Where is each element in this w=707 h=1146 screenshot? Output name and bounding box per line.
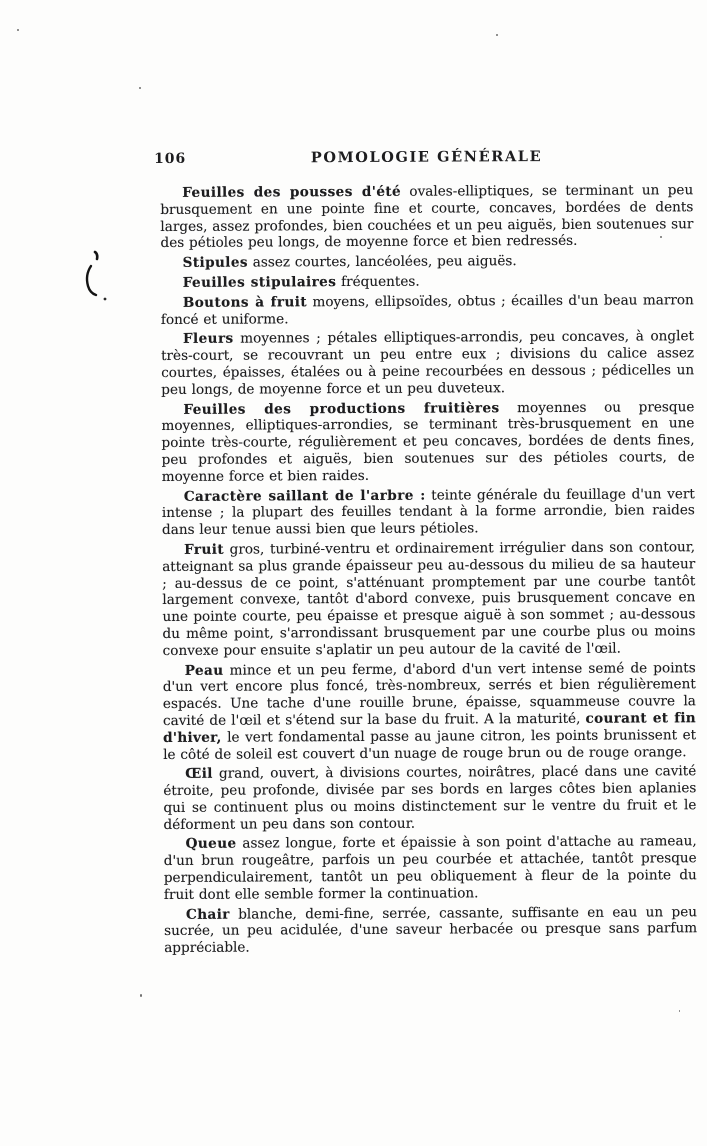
term-caractere-saillant-de-larbre: Caractère saillant de l'arbre : xyxy=(183,487,426,505)
paragraph-text: mince et un peu ferme, d'abord d'un vert intense semé de points d'un vert encore plus foncé, très-nombreux, serrés et bien régulièrement espacés. Une tache d'une rouille brune, épaisse, squammeuse couvre la cavité de l'œil et s'étend sur la base du fruit. A la maturité, xyxy=(162,659,696,729)
paragraph-text: teinte générale du feuillage d'un vert intense ; la plupart des feuilles tendant à la forme arrondie, bien raides dans leur tenue aussi bien que leurs pétioles. xyxy=(161,485,695,539)
paragraph-peau xyxy=(163,660,697,764)
dust-speck xyxy=(140,994,142,997)
term-chair: Chair xyxy=(185,906,230,923)
paragraph-text: ovales-elliptiques, se terminant un peu brusquement en une pointe fine et courte, concaves, bordées de dents larges, assez profondes, bien couchées et un peu aiguës, bien soutenues sur des pétioles peu longs, de moyenne force et bien redressés. xyxy=(160,182,694,252)
dust-speck xyxy=(496,34,498,36)
term-feuilles-des-pousses-dete: Feuilles des pousses d'été xyxy=(182,183,402,201)
dust-speck xyxy=(139,87,141,89)
paragraph-feuilles-des-pousses-dete xyxy=(160,182,693,252)
paragraph-text: moyens, ellipsoïdes, obtus ; écailles d'un beau marron foncé et uniforme. xyxy=(160,291,694,328)
paragraph-queue xyxy=(164,834,697,904)
term-fruit: Fruit xyxy=(184,541,225,558)
dust-speck xyxy=(679,1010,680,1012)
running-title: POMOLOGIE GÉNÉRALE xyxy=(310,147,543,167)
term-stipules: Stipules xyxy=(182,254,248,272)
paragraph-fleurs xyxy=(161,329,694,399)
term-queue: Queue xyxy=(185,836,237,853)
paragraph-chair xyxy=(164,904,697,957)
term-feuilles-des-productions-fruitieres: Feuilles des productions fruitières xyxy=(183,399,500,418)
paragraph-text: blanche, demi-fine, serrée, cassante, suffisante en eau un peu sucrée, un peu acidulée, d'une saveur herbacée ou presque sans parfum appréciable. xyxy=(164,903,698,957)
term-courant-et-fin-dhiver: courant et fin d'hiver, xyxy=(163,710,697,746)
paragraph-text: moyennes ; pétales elliptiques-arrondis, peu concaves, à onglet très-court, se recouvrant un peu entre eux ; divisions du calice assez courtes, épaisses, étalées ou à peine recourbées en dessous ; pédicelles un peu longs, de moyenne force et un peu duveteux. xyxy=(161,328,695,398)
paragraph-boutons-a-fruit xyxy=(161,292,694,328)
body-text xyxy=(160,182,697,957)
paragraph-oeil xyxy=(163,763,696,833)
term-oeil: Œil xyxy=(185,766,213,783)
margin-ink-mark xyxy=(74,246,118,310)
paragraph-stipules xyxy=(161,252,694,272)
page-number: 106 xyxy=(154,150,187,168)
text-column xyxy=(154,147,698,960)
paragraph-text: assez courtes, lancéolées, peu aiguës. xyxy=(247,253,517,271)
term-peau: Peau xyxy=(184,662,224,679)
paragraph-text: assez longue, forte et épaissie à son point d'attache au rameau, d'un brun rougeâtre, parfois un peu courbée et attachée, tantôt presque perpendiculairement, tantôt un peu obliquement à fleur de la pointe du fruit dont elle semble former la continuation. xyxy=(163,833,697,903)
running-head xyxy=(154,147,693,168)
paragraph-text: gros, turbiné-ventru et ordinairement irrégulier dans son contour, atteignant sa plus grande épaisseur peu au-dessous du milieu de sa hauteur ; au-dessus de ce point, s'atténuant promptement par une courbe tantôt largement convexe, tantôt d'abord convexe, puis brusquement concave en une pointe courte, peu épaisse et presque aiguë à son sommet ; au-dessous du même point, s'arrondissant brusquement par une courbe plus ou moins convexe pour ensuite s'aplatir un peu autour de la cavité de l'œil. xyxy=(162,539,696,659)
paragraph-feuilles-des-productions-fruitieres xyxy=(161,399,694,486)
term-fleurs: Fleurs xyxy=(182,330,234,348)
term-feuilles-stipulaires: Feuilles stipulaires xyxy=(182,274,337,291)
paragraph-caractere-saillant xyxy=(162,486,695,539)
dust-speck xyxy=(17,29,19,31)
paragraph-text: moyennes ou presque moyennes, elliptiques-arrondies, se terminant très-brusquement en une pointe très-courte, régulièrement et peu concaves, bordées de dents fines, peu profondes et aiguës, bien soutenues sur des pétioles courts, de moyenne force et bien raides. xyxy=(161,398,695,485)
paragraph-feuilles-stipulaires xyxy=(161,272,694,292)
paragraph-text: fréquentes. xyxy=(336,273,420,291)
paragraph-fruit xyxy=(162,539,696,659)
paragraph-text: le vert fondamental passe au jaune citron, les points brunissent et le côté de soleil est couvert d'un nuage de rouge brun ou de rouge orange. xyxy=(163,726,697,763)
term-boutons-a-fruit: Boutons à fruit xyxy=(182,294,308,311)
paragraph-text: grand, ouvert, à divisions courtes, noirâtres, placé dans une cavité étroite, peu profonde, divisée par ses bords en larges côtes bien aplanies qui se continuent plus ou moins distinctement sur le ventre du fruit et le déforment un peu dans son contour. xyxy=(163,763,697,833)
